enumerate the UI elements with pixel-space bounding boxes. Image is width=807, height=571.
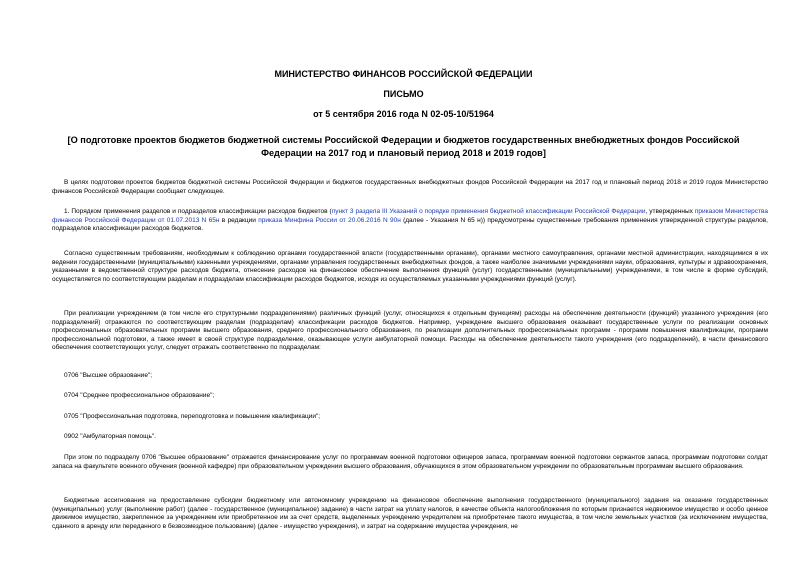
paragraph-1-text-b: , утвержденных bbox=[645, 208, 695, 215]
list-item: 0705 "Профессиональная подготовка, переподготовка и повышение квалификации"; bbox=[64, 413, 321, 420]
document-type: ПИСЬМО bbox=[383, 89, 424, 99]
paragraph-2: Согласно существенным требованиям, необходимым к соблюдению органами государственной власти (государственными органами), органами местного самоуправления, органами местной администрации, находящимися в их ведении государственными (муниципальными) казенными учреждениями, органами управления государственных внебюджетных фондов, а также наиболее значимыми учреждениями науки, образования, культуры и здравоохранения, указанными в ведомственной структуре расходов бюджета, отнесение расходов на финансовое обеспечение выполнения функций (услуг) государственными (муниципальными) учреждениями, в том числе в форме субсидий, осуществляется по соответствующим разделам и подразделам классификации расходов бюджетов, исходя из осуществляемых указанными учреждениями функций (услуг). bbox=[52, 250, 768, 283]
paragraph-intro: В целях подготовки проектов бюджетов бюджетной системы Российской Федерации и бюджетов государственных внебюджетных фондов Российской Федерации на 2017 год и плановый период 2018 и 2019 годов Министерство финансов Российской Федерации сообщает следующее. bbox=[52, 179, 768, 195]
paragraph-1 bbox=[52, 208, 768, 234]
list-item: 0902 "Амбулаторная помощь". bbox=[64, 433, 156, 440]
paragraph-4: При этом по подразделу 0706 "Высшее образование" отражается финансирование услуг по программам военной подготовки офицеров запаса, программам военной подготовки сержантов запаса, программам подготовки солдат запаса на факультете военного обучения (военной кафедре) при образовательном учреждении высшего образования, обучающихся в этом образовательном учреждении по образовательным программам высшего образования. bbox=[52, 454, 768, 470]
link-order-90n[interactable]: приказа Минфина России от 20.06.2016 N 90н bbox=[258, 216, 401, 224]
ministry-name: МИНИСТЕРСТВО ФИНАНСОВ РОССИЙСКОЙ ФЕДЕРАЦИИ bbox=[274, 69, 533, 79]
document-date-number: от 5 сентября 2016 года N 02-05-10/51964 bbox=[313, 109, 494, 119]
paragraph-1-text-c: в редакции bbox=[219, 216, 259, 224]
document-title: [О подготовке проектов бюджетов бюджетной системы Российской Федерации и бюджетов государственных внебюджетных фондов Российской Федерации на 2017 год и плановый период 2018 и 2019 годов] bbox=[67, 135, 740, 158]
paragraph-1-text-a: 1. Порядком применения разделов и подразделов классификации расходов бюджетов ( bbox=[64, 208, 332, 215]
paragraph-5: Бюджетные ассигнования на предоставление субсидии бюджетному или автономному учреждению на финансовое обеспечение выполнения государственного (муниципального) задания на оказание государственных (муниципальных) услуг (выполнение работ) (далее - государственное (муниципальное) задание) в части затрат на уплату налогов, в качестве объекта налогообложения по которым признается недвижимое имущество и особо ценное движимое имущество, закрепленное за учреждением или приобретенное им за счет средств, выделенных учреждению учредителем на приобретение такого имущества, в том числе земельных участков (за исключением имущества, сданного в аренду или переданного в безвозмездное пользование) (далее - имущество учреждения), и затрат на содержание имущества учреждения, не bbox=[52, 497, 768, 530]
list-item: 0704 "Среднее профессиональное образование"; bbox=[64, 392, 215, 399]
list-item: 0706 "Высшее образование"; bbox=[64, 372, 153, 379]
paragraph-1-text-d: (далее - Указания N 65 н)) предусмотрены существенные требования применения утвержденной структуры разделов, подразделов классификации расходов бюджетов. bbox=[52, 216, 768, 232]
link-order-65n[interactable]: приказом Министерства финансов Российской Федерации от 01.07.2013 N 65н bbox=[52, 208, 768, 224]
link-instructions-section-3[interactable]: пункт 3 раздела III Указаний о порядке применения бюджетной классификации Российской Федерации bbox=[331, 208, 646, 215]
paragraph-3: При реализации учреждением (в том числе его структурными подразделениями) различных функций (услуг, относящихся к отдельным функциям) расходы на обеспечение деятельности (функций) указанного учреждения (его подразделений) отражаются по соответствующим разделам (подразделам) классификации расходов бюджетов. Например, учреждение высшего образования оказывает государственные услуги по реализации основных профессиональных образовательных программ высшего образования, среднего профессионального образования, по реализации дополнительных профессиональных программ - программ повышения квалификации, программ профессиональной подготовки, а также имеет в своей структуре подразделение, оказывающее услуги амбулаторной помощи. Расходы на обеспечение деятельности такого учреждения (его подразделений), в части финансового обеспечения соответствующих услуг, следует отражать соответственно по подразделам: bbox=[52, 310, 768, 351]
